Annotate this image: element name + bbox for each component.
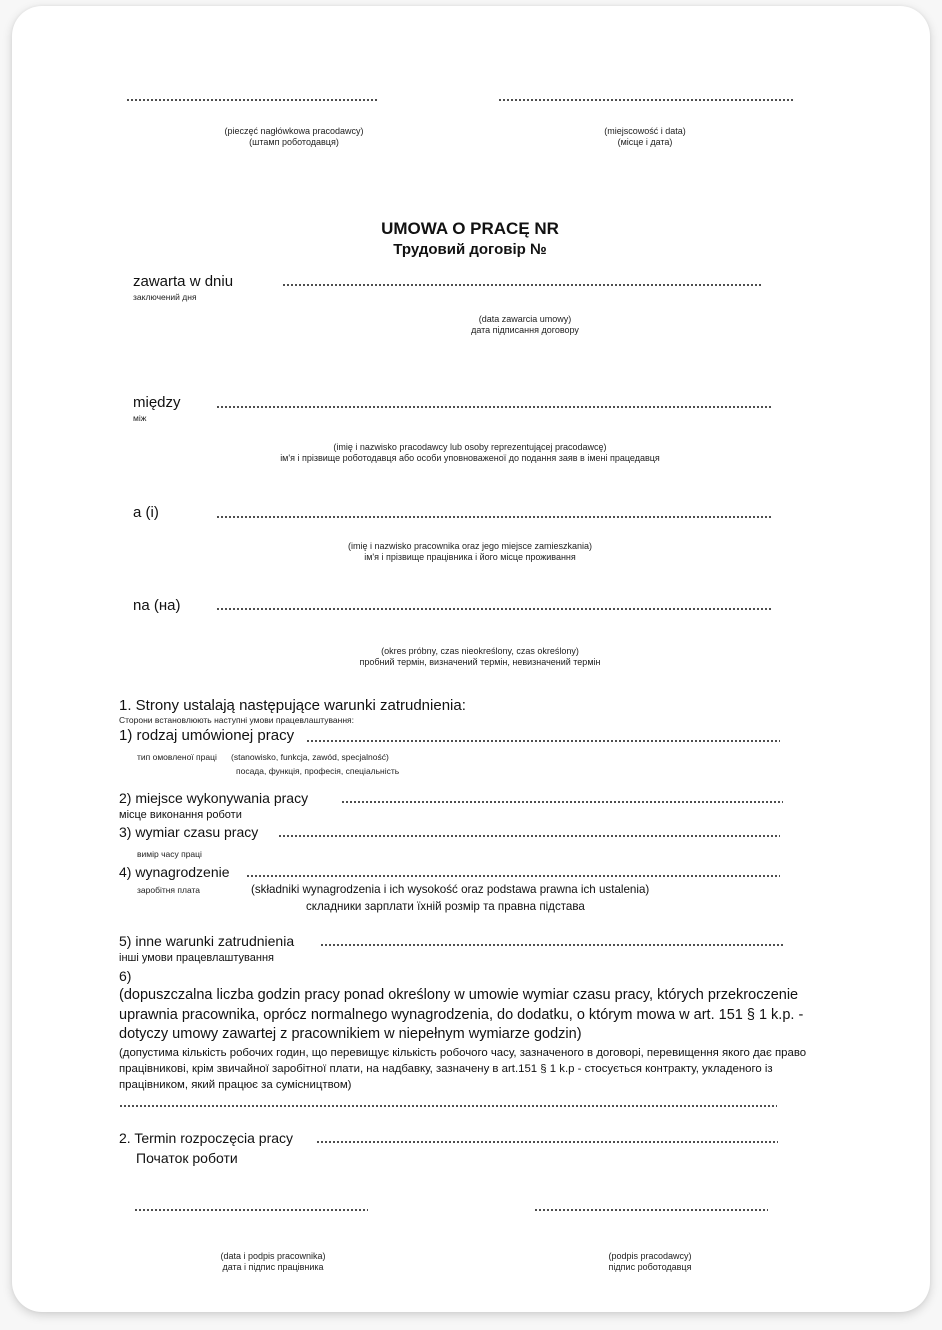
concluded-hint-pl: (data zawarcia umowy): [478, 314, 572, 324]
between-hint-ua: ім'я і прізвище роботодавця або особи уповноваженої до подання заяв в імені працедавця: [280, 453, 660, 463]
stamp-caption: [194, 126, 394, 148]
employer-signature-pl: (podpis pracodawcy): [608, 1251, 692, 1261]
section1-heading: 1. Strony ustalają następujące warunki zatrudnienia:: [119, 697, 466, 714]
workplace-field[interactable]: [341, 801, 783, 803]
section2-heading: 2. Termin rozpoczęcia pracy: [119, 1130, 294, 1146]
employee-name-field[interactable]: [216, 516, 772, 518]
stamp-label-ua: (штамп роботодавця): [249, 137, 339, 147]
employer-name-field[interactable]: [216, 406, 772, 408]
stamp-field[interactable]: [126, 99, 378, 101]
item4-hint-ua: складники зарплати їхній розмір та правна підстава: [306, 900, 585, 913]
and-hint-ua: ім'я і прізвище працівника і його місце проживання: [364, 552, 576, 562]
employer-signature-ua: підпис роботодавця: [608, 1262, 692, 1272]
concluded-date-field[interactable]: [282, 284, 762, 286]
item2-label: 2) miejsce wykonywania pracy: [119, 790, 309, 806]
for-label: na (на): [133, 597, 181, 614]
concluded-label: zawarta w dniu: [133, 273, 234, 290]
between-label-ua: між: [133, 413, 147, 423]
overtime-hours-field[interactable]: [119, 1105, 777, 1107]
for-hint-ua: пробний термін, визначений термін, невизначений термін: [359, 657, 601, 667]
item3-label: 3) wymiar czasu pracy: [119, 824, 259, 840]
item2-label-ua: місце виконання роботи: [119, 809, 242, 821]
for-hint: [290, 646, 670, 668]
item1-hint-pl: (stanowisko, funkcja, zawód, specjalność): [231, 752, 389, 762]
employee-signature-ua: дата і підпис працівника: [222, 1262, 324, 1272]
section1-heading-ua: Сторони встановлюють наступні умови працевлаштування:: [119, 715, 354, 725]
contract-period-field[interactable]: [216, 608, 772, 610]
item5-label-ua: інші умови працевлаштування: [119, 952, 274, 964]
item6-label: 6): [119, 968, 132, 984]
between-label: między: [133, 394, 181, 411]
and-hint: [280, 541, 660, 563]
item4-hint-pl: (składniki wynagrodzenia i ich wysokość oraz podstawa prawna ich ustalenia): [251, 883, 650, 896]
concluded-hint-ua: дата підписання договору: [471, 325, 579, 335]
document-title-ua: Трудовий договір №: [393, 241, 547, 258]
item1-label: 1) rodzaj umówionej pracy: [119, 727, 295, 744]
place-date-caption: [565, 126, 725, 148]
employer-signature-caption: [580, 1251, 720, 1273]
item4-label-ua: заробітня плата: [137, 885, 201, 895]
between-hint: [230, 442, 710, 464]
item1-hint-ua: посада, функція, професія, спеціальність: [236, 766, 400, 776]
between-hint-pl: (imię i nazwisko pracodawcy lub osoby reprezentującej pracodawcę): [333, 442, 607, 452]
document-title: UMOWA O PRACĘ NR: [381, 219, 559, 238]
item5-label: 5) inne warunki zatrudnienia: [119, 933, 295, 949]
item6-text-pl: (dopuszczalna liczba godzin pracy ponad określony w umowie wymiar czasu pracy, których przekroczenie uprawnia pracownika, oprócz normalnego wynagrodzenia, do dodatku, o którym mowa w art. 151 § 1 k.p. - dotyczy umowy zawartej z pracownikiem w niepełnym wymiarze godzin): [119, 987, 804, 1042]
place-date-label-pl: (miejscowość i data): [604, 126, 686, 136]
job-type-field[interactable]: [306, 740, 780, 742]
item1-label-ua: тип омовленої праці: [137, 752, 217, 762]
section2-heading-ua: Початок роботи: [136, 1150, 238, 1166]
other-conditions-field[interactable]: [320, 944, 784, 946]
place-date-field[interactable]: [498, 99, 794, 101]
item4-label: 4) wynagrodzenie: [119, 864, 230, 880]
employer-signature-field[interactable]: [534, 1209, 768, 1211]
stamp-label-pl: (pieczęć nagłówkowa pracodawcy): [224, 126, 364, 136]
start-date-field[interactable]: [316, 1141, 778, 1143]
employee-signature-caption: [203, 1251, 343, 1273]
employee-signature-field[interactable]: [134, 1209, 368, 1211]
item6-text-ua: (допустима кількість робочих годин, що перевищує кількість робочого часу, зазначеного в договорі, перевищення якого дає право працівникові, крім звичайної заробітної плати, на надбавку, зазначену в art.151 § 1 k.p - стосується контракту, укладеного із працівником, який працює за сумісництвом): [119, 1047, 807, 1091]
concluded-label-ua: заключений дня: [133, 292, 197, 302]
salary-field[interactable]: [246, 875, 780, 877]
concluded-hint: [400, 314, 650, 336]
item3-label-ua: вимір часу праці: [137, 849, 202, 859]
working-time-field[interactable]: [278, 835, 780, 837]
for-hint-pl: (okres próbny, czas nieokreślony, czas określony): [381, 646, 579, 656]
employee-signature-pl: (data i podpis pracownika): [220, 1251, 326, 1261]
and-hint-pl: (imię i nazwisko pracownika oraz jego miejsce zamieszkania): [347, 541, 593, 551]
and-label: a (i): [133, 504, 159, 521]
place-date-label-ua: (місце і дата): [617, 137, 673, 147]
